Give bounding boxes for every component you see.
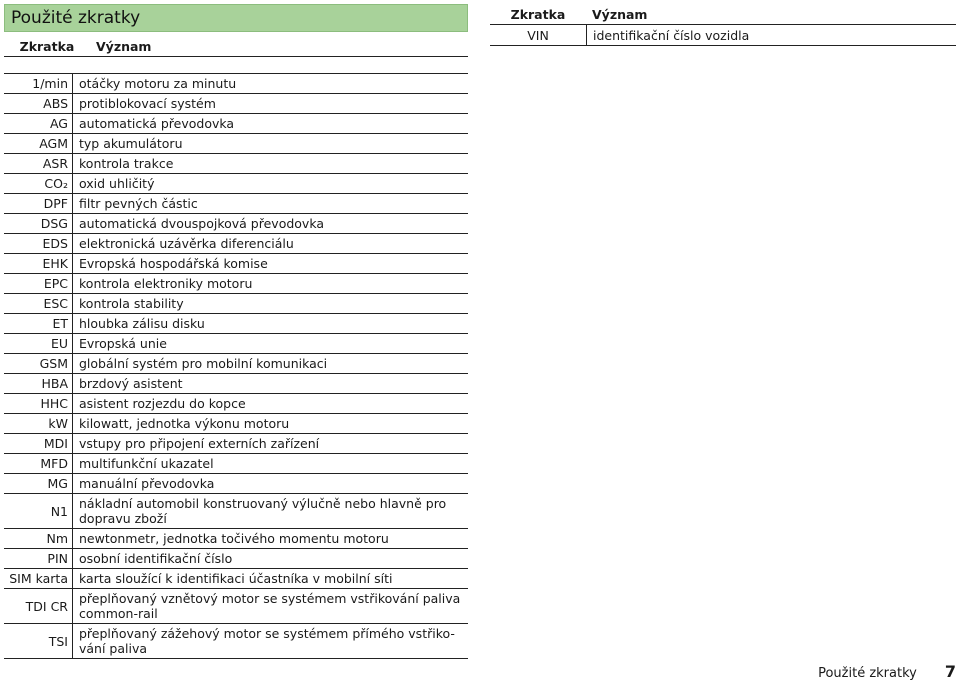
row-abbr: MG bbox=[47, 476, 68, 491]
right-column bbox=[490, 4, 956, 46]
row-meaning: kontrola stability bbox=[79, 296, 184, 311]
row-meaning: nákladní automobil konstruovaný výlučně nebo hlavně pro dopravu zboží bbox=[79, 496, 447, 526]
table-row bbox=[4, 234, 468, 254]
row-meaning: elektronická uzávěrka diferenciálu bbox=[79, 236, 294, 251]
row-meaning: kontrola elektroniky motoru bbox=[79, 276, 253, 291]
table-row bbox=[4, 334, 468, 354]
row-abbr: ESC bbox=[43, 296, 68, 311]
row-abbr: N1 bbox=[50, 503, 68, 519]
table-row bbox=[4, 74, 468, 94]
left-column bbox=[4, 4, 468, 659]
header-meaning: Význam bbox=[96, 38, 152, 54]
header-meaning: Význam bbox=[592, 6, 648, 22]
footer-section-name: Použité zkratky bbox=[818, 666, 917, 681]
row-abbr: PIN bbox=[47, 551, 68, 566]
table-row bbox=[4, 569, 468, 589]
row-abbr: EU bbox=[50, 336, 68, 351]
row-abbr: HBA bbox=[41, 376, 68, 391]
row-abbr: kW bbox=[48, 416, 68, 431]
table-row bbox=[4, 294, 468, 314]
page-footer bbox=[818, 662, 956, 681]
table-header bbox=[4, 36, 468, 57]
row-meaning: asistent rozjezdu do kopce bbox=[79, 396, 246, 411]
table-row bbox=[4, 374, 468, 394]
row-abbr: Nm bbox=[46, 531, 68, 546]
row-abbr: HHC bbox=[40, 396, 68, 411]
table-row bbox=[4, 314, 468, 334]
row-abbr: EHK bbox=[42, 256, 68, 271]
row-meaning: automatická dvouspojková převodovka bbox=[79, 216, 325, 231]
table-row bbox=[4, 154, 468, 174]
table-row bbox=[4, 624, 468, 659]
row-abbr: EDS bbox=[42, 236, 68, 251]
row-meaning: Evropská hospodářská komise bbox=[79, 256, 268, 271]
table-row bbox=[4, 254, 468, 274]
row-meaning: automatická převodovka bbox=[79, 116, 235, 131]
row-meaning: přeplňovaný zážehový motor se systémem přímého vstřiko- vání paliva bbox=[79, 626, 455, 656]
row-abbr: VIN bbox=[527, 27, 549, 43]
row-abbr: TDI CR bbox=[25, 598, 68, 614]
row-meaning: otáčky motoru za minutu bbox=[79, 76, 237, 91]
table-body bbox=[4, 74, 468, 659]
row-meaning: Evropská unie bbox=[79, 336, 167, 351]
table-row bbox=[4, 529, 468, 549]
table-row bbox=[4, 114, 468, 134]
page-number: 7 bbox=[944, 662, 956, 681]
row-meaning: kontrola trakce bbox=[79, 156, 174, 171]
row-abbr: ET bbox=[52, 316, 68, 331]
row-meaning: filtr pevných částic bbox=[79, 196, 198, 211]
row-abbr: ASR bbox=[42, 156, 68, 171]
table-row bbox=[4, 274, 468, 294]
table-row bbox=[4, 434, 468, 454]
table-row bbox=[4, 134, 468, 154]
table-row bbox=[4, 414, 468, 434]
table-body bbox=[490, 25, 956, 46]
row-meaning: vstupy pro připojení externích zařízení bbox=[79, 436, 320, 451]
row-meaning: globální systém pro mobilní komunikaci bbox=[79, 356, 328, 371]
row-meaning: oxid uhličitý bbox=[79, 176, 155, 191]
row-meaning: kilowatt, jednotka výkonu motoru bbox=[79, 416, 290, 431]
row-abbr: GSM bbox=[39, 356, 68, 371]
row-meaning: protiblokovací systém bbox=[79, 96, 216, 111]
row-meaning: brzdový asistent bbox=[79, 376, 183, 391]
table-row bbox=[4, 494, 468, 529]
table-row bbox=[4, 454, 468, 474]
row-abbr: DPF bbox=[43, 196, 68, 211]
row-meaning: karta sloužící k identifikaci účastníka v mobilní síti bbox=[79, 571, 393, 586]
table-row bbox=[4, 394, 468, 414]
header-abbr: Zkratka bbox=[510, 6, 566, 22]
row-meaning: přeplňovaný vznětový motor se systémem vstřikování paliva common-rail bbox=[79, 591, 461, 621]
abbreviations-table bbox=[4, 36, 468, 659]
row-meaning: manuální převodovka bbox=[79, 476, 215, 491]
row-abbr: MFD bbox=[40, 456, 68, 471]
row-abbr: AGM bbox=[39, 136, 68, 151]
section-title bbox=[4, 4, 468, 32]
row-abbr: MDI bbox=[43, 436, 68, 451]
row-meaning: osobní identifikační číslo bbox=[79, 551, 233, 566]
row-abbr: CO₂ bbox=[44, 176, 68, 191]
table-row bbox=[4, 194, 468, 214]
header-spacer bbox=[4, 57, 468, 74]
abbreviations-table-continued bbox=[490, 4, 956, 46]
row-meaning: multifunkční ukazatel bbox=[79, 456, 214, 471]
row-abbr: AG bbox=[49, 116, 68, 131]
table-row bbox=[4, 174, 468, 194]
row-meaning: identifikační číslo vozidla bbox=[593, 27, 750, 43]
row-meaning: hloubka zálisu disku bbox=[79, 316, 205, 331]
row-abbr: 1/min bbox=[32, 76, 68, 91]
row-abbr: SIM karta bbox=[9, 571, 68, 586]
header-abbr: Zkratka bbox=[19, 38, 75, 54]
table-row bbox=[4, 354, 468, 374]
section-title-text: Použité zkratky bbox=[11, 8, 141, 28]
table-row bbox=[4, 474, 468, 494]
row-abbr: EPC bbox=[43, 276, 68, 291]
table-row bbox=[4, 589, 468, 624]
row-abbr: TSI bbox=[48, 633, 68, 649]
table-row bbox=[4, 214, 468, 234]
table-row bbox=[490, 25, 956, 46]
table-header bbox=[490, 4, 956, 25]
table-row bbox=[4, 94, 468, 114]
row-meaning: newtonmetr, jednotka točivého momentu motoru bbox=[79, 531, 389, 546]
row-abbr: ABS bbox=[43, 96, 68, 111]
table-row bbox=[4, 549, 468, 569]
row-abbr: DSG bbox=[40, 216, 68, 231]
row-meaning: typ akumulátoru bbox=[79, 136, 183, 151]
